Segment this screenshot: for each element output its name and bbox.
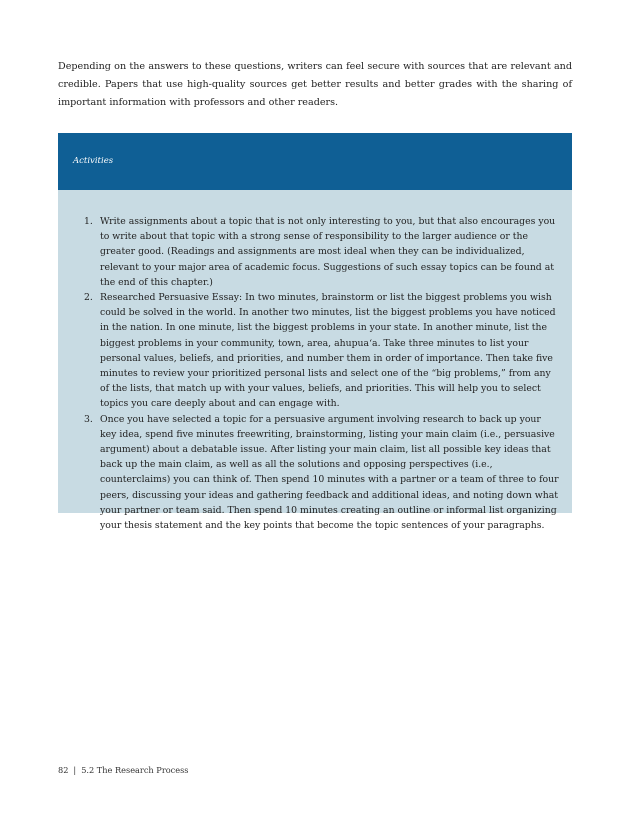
activity-number: 1. xyxy=(84,216,93,227)
footer-separator: | xyxy=(73,765,77,775)
activity-item-2 xyxy=(84,290,560,412)
activities-box xyxy=(58,133,572,532)
activity-number: 3. xyxy=(84,413,93,425)
activity-number: 2. xyxy=(84,292,93,304)
activity-text: Researched Persuasive Essay: In two minutes, brainstorm or list the biggest problems you wish could be solved in the world. In another two minutes, list the biggest problems you have noticed in the nation. In one minute, list the biggest problems in your state. In another minute, list the biggest problems in your community, town, area, ahupua‘a. Take three minutes to list your personal values, beliefs, and priorities, and number them in order of importance. Then take five minutes to review your prioritized personal lists and select one of the “big problems,” from any of the lists, that match up with your values, beliefs, and priorities. This will help you to select topics you care deeply about and can engage with. xyxy=(100,292,556,410)
activities-list xyxy=(84,214,560,533)
page-number: 82 xyxy=(58,765,69,775)
activity-item-3 xyxy=(84,412,560,534)
intro-paragraph: Depending on the answers to these questions, writers can feel secure with sources that are relevant and credible. Papers that use high-quality sources get better results and better grades with the sharing of important information with professors and other readers. xyxy=(58,61,572,108)
activity-text: Once you have selected a topic for a persuasive argument involving research to back up your key idea, spend five minutes freewriting, brainstorming, listing your main claim (i.e., persuasive argument) about a debatable issue. After listing your main claim, list all possible key ideas that back up the main claim, as well as all the solutions and opposing perspectives (i.e., counterclaims) you can think of. Then spend 10 minutes with a partner or a team of three to four peers, discussing your ideas and gathering feedback and additional ideas, and noting down what your partner or team said. Then spend 10 minutes creating an outline or informal list organizing your thesis statement and the key points that become the topic sentences of your paragraphs. xyxy=(100,413,559,532)
activity-text: Write assignments about a topic that is not only interesting to you, but that also encourages you to write about that topic with a strong sense of responsibility to the larger audience or the greater good. (Readings and assignments are most ideal when they can be individualized, relevant to your major area of academic focus. Suggestions of such essay topics can be found at the end of this chapter.) xyxy=(100,216,556,288)
activity-item-1 xyxy=(84,214,560,290)
activities-header: Activities xyxy=(58,133,572,190)
page-footer xyxy=(58,765,189,775)
section-title: 5.2 The Research Process xyxy=(81,765,189,775)
